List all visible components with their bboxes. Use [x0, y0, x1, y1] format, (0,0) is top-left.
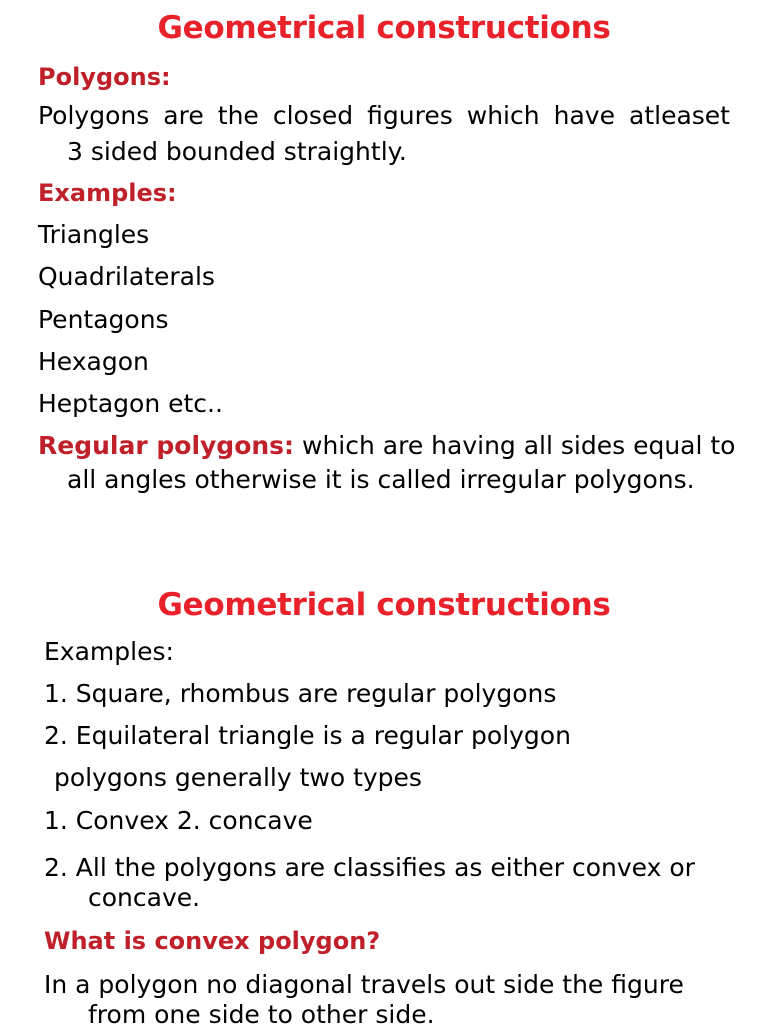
slide1-title: Geometrical constructions: [157, 10, 611, 46]
polygon-definition-line2: 3 sided bounded straightly.: [67, 137, 407, 166]
definition-word: the: [217, 101, 259, 130]
example-item-pentagons: Pentagons: [38, 305, 169, 334]
definition-word: atleaset: [629, 101, 730, 130]
definition-word: figures: [367, 101, 453, 130]
classify-line1: 2. All the polygons are classifies as either convex or: [44, 853, 695, 882]
regular-polygons-line2: all angles otherwise it is called irregular polygons.: [67, 465, 695, 494]
regular-polygons-text: which are having all sides equal to: [294, 431, 736, 460]
examples-label: Examples:: [44, 637, 174, 666]
definition-word: closed: [272, 101, 354, 130]
classify-line2: concave.: [88, 883, 201, 912]
convex-answer-line1: In a polygon no diagonal travels out side the figure: [44, 970, 684, 999]
polygon-definition-line1: [38, 101, 730, 131]
example-item-hexagon: Hexagon: [38, 347, 149, 376]
slide2-title: Geometrical constructions: [157, 587, 611, 623]
definition-word: Polygons: [38, 101, 150, 130]
convex-question: What is convex polygon?: [44, 927, 381, 955]
definition-word: have: [553, 101, 615, 130]
list-item-square: 1. Square, rhombus are regular polygons: [44, 679, 557, 708]
examples-heading: Examples:: [38, 179, 177, 207]
definition-word: which: [466, 101, 540, 130]
regular-polygons-line1: [38, 431, 735, 461]
example-item-heptagon: Heptagon etc..: [38, 389, 223, 418]
definition-word: are: [163, 101, 204, 130]
example-item-triangles: Triangles: [38, 220, 150, 249]
example-item-quadrilaterals: Quadrilaterals: [38, 262, 215, 291]
polygons-heading: Polygons:: [38, 63, 171, 91]
convex-answer-line2: from one side to other side.: [88, 1000, 435, 1024]
list-item-equilateral: 2. Equilateral triangle is a regular polygon: [44, 721, 571, 750]
slide-polygon-types: [0, 575, 768, 1024]
regular-polygons-label: Regular polygons:: [38, 431, 295, 460]
types-line: polygons generally two types: [54, 763, 422, 792]
types-list: 1. Convex 2. concave: [44, 806, 313, 835]
